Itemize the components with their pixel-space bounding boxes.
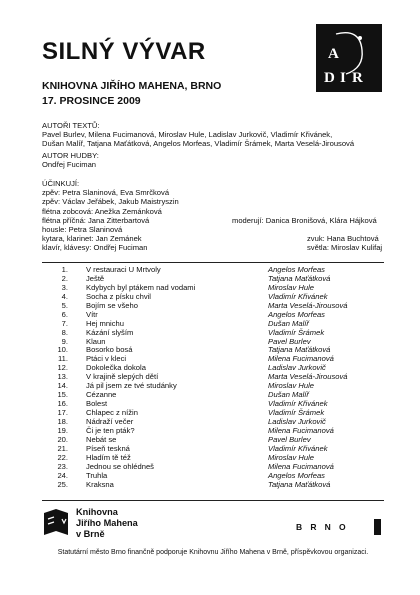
song-title: Či je ten pták?	[86, 425, 135, 435]
cast-list	[42, 188, 392, 270]
song-title: Cézanne	[86, 390, 117, 400]
song-author: Tatjana Maťátková	[268, 345, 331, 355]
song-title: Bosorko bosá	[86, 345, 133, 355]
song-author: Angelos Morfeas	[268, 309, 325, 319]
song-number: 25.	[57, 479, 68, 489]
song-title: Kdybych byl ptákem nad vodami	[86, 282, 196, 292]
song-title: Ještě	[86, 273, 105, 283]
lights-credit: světla: Miroslav Kulifaj	[307, 243, 383, 253]
adir-logo-letter: D	[324, 70, 335, 86]
song-author: Vladimír Křivánek	[268, 443, 328, 453]
page-title: SILNÝ VÝVAR	[42, 38, 206, 65]
song-title: Nebát se	[86, 434, 117, 444]
library-logo-line: v Brně	[76, 529, 105, 539]
song-number: 10.	[57, 345, 68, 355]
song-number: 11.	[58, 354, 68, 364]
song-title: Bojím se všeho	[86, 300, 138, 310]
song-number: 2.	[61, 273, 68, 283]
song-author: Ladislav Jurkovič	[268, 363, 326, 373]
song-author: Milena Fucimanová	[268, 461, 334, 471]
song-author: Angelos Morfeas	[268, 265, 325, 274]
cast-line: flétna zobcová: Anežka Zemánková	[42, 206, 162, 216]
song-number: 13.	[57, 372, 68, 382]
cast-line: klavír, klávesy: Ondřej Fuciman	[42, 243, 148, 253]
song-author: Tatjana Maťátková	[268, 273, 331, 283]
cast-line: zpěv: Petra Slaninová, Eva Smrčková	[42, 188, 170, 198]
song-title: V krajině slepých dětí	[86, 372, 159, 382]
song-author: Tatjana Maťátková	[268, 479, 331, 489]
cast-line: flétna příčná: Jana Zitterbartová	[42, 215, 150, 225]
song-author: Pavel Burlev	[268, 336, 311, 346]
cast-line: zpěv: Václav Jeřábek, Jakub Maistryszin	[42, 197, 179, 207]
song-number: 20.	[57, 434, 68, 444]
adir-logo	[316, 24, 382, 92]
music-section	[42, 151, 392, 169]
adir-logo-letter: I	[340, 70, 346, 86]
song-title: Chlapec z nížin	[86, 408, 138, 417]
song-number: 4.	[61, 291, 68, 301]
song-title: Kraksna	[86, 479, 114, 489]
event-date: 17. PROSINCE 2009	[42, 95, 141, 107]
song-author: Vladimír Šrámek	[268, 408, 325, 417]
song-title: Jednou se ohlédneš	[86, 461, 154, 471]
music-heading: AUTOR HUDBY:	[42, 151, 99, 160]
library-logo-line: Jiřího Mahena	[76, 518, 138, 528]
song-title: Hej mnichu	[86, 318, 124, 328]
song-number: 14.	[57, 381, 68, 391]
music-author: Ondřej Fuciman	[42, 160, 97, 170]
moderation-credit: moderují: Danica Bronišová, Klára Hájková	[232, 215, 377, 225]
song-author: Vladimír Šrámek	[268, 327, 325, 337]
song-author: Milena Fucimanová	[268, 354, 334, 364]
song-title: Píseň teskná	[86, 443, 130, 453]
song-author: Milena Fucimanová	[268, 425, 334, 435]
support-note: Statutární město Brno finančně podporuje Knihovnu Jiřího Mahena v Brně, příspěvkovou organizaci.	[57, 549, 369, 556]
song-author: Miroslav Hule	[268, 381, 314, 391]
brno-logo-bar	[374, 519, 381, 535]
song-title: Klaun	[86, 336, 106, 346]
song-title: Hladím tě též	[86, 452, 131, 462]
song-number: 16.	[57, 399, 68, 409]
song-number: 23.	[57, 461, 68, 471]
song-author: Miroslav Hule	[268, 282, 314, 292]
library-logo-line: Knihovna	[76, 507, 118, 517]
song-author: Angelos Morfeas	[268, 470, 325, 480]
song-title: Ptáci v kleci	[86, 354, 127, 364]
song-row	[42, 481, 384, 490]
song-author: Marta Veselá-Jirousová	[268, 372, 348, 382]
song-number: 12.	[57, 363, 68, 373]
authors-line: Pavel Burlev, Milena Fucimanová, Miroslav Hule, Ladislav Jurkovič, Vladimír Křivánek,	[42, 130, 333, 140]
song-author: Marta Veselá-Jirousová	[268, 300, 348, 310]
song-number: 7.	[61, 318, 68, 328]
song-author: Vladimír Křivánek	[268, 399, 328, 409]
cast-line: kytara, klarinet: Jan Zemánek	[42, 234, 142, 244]
song-number: 9.	[61, 336, 68, 346]
song-number: 21.	[57, 443, 68, 453]
song-author: Ladislav Jurkovič	[268, 416, 326, 426]
divider	[42, 500, 384, 501]
song-number: 18.	[57, 416, 68, 426]
song-number: 5.	[61, 300, 68, 310]
song-title: Truhla	[86, 470, 108, 480]
authors-section	[42, 121, 392, 149]
song-number: 19.	[57, 425, 68, 435]
song-number: 15.	[57, 390, 68, 400]
song-list	[42, 266, 384, 489]
song-title: Vítr	[86, 309, 98, 319]
brno-city-logo	[296, 519, 386, 535]
cast-section	[42, 179, 392, 270]
song-author: Pavel Burlev	[268, 434, 311, 444]
library-logo-icon	[42, 509, 70, 539]
song-title: V restauraci U Mrtvoly	[86, 265, 161, 274]
song-title: Já pil jsem ze tvé studánky	[86, 381, 177, 391]
song-title: Bolest	[86, 399, 108, 409]
cast-line: housle: Petra Slaninová	[42, 225, 123, 234]
song-title: Nádraží večer	[86, 416, 134, 426]
authors-heading: AUTOŘI TEXTŮ:	[42, 121, 100, 130]
song-author: Dušan Malíř	[268, 390, 309, 400]
song-number: 1.	[61, 265, 68, 274]
song-number: 22.	[57, 452, 68, 462]
song-number: 6.	[61, 309, 68, 319]
song-number: 17.	[57, 408, 68, 417]
sound-credit: zvuk: Hana Buchtová	[307, 234, 379, 244]
authors-line: Dušan Malíř, Tatjana Maťátková, Angelos Morfeas, Vladimír Šrámek, Marta Veselá-Jirousová	[42, 139, 355, 149]
song-title: Socha z písku chvil	[86, 291, 151, 301]
adir-logo-letter: A	[328, 46, 339, 62]
song-title: Dokolečka dokola	[86, 363, 146, 373]
song-number: 8.	[61, 327, 68, 337]
adir-logo-letter: R	[352, 70, 363, 86]
brno-logo-text: BRNO	[296, 522, 354, 532]
song-number: 24.	[57, 470, 68, 480]
cast-heading: ÚČINKUJÍ:	[42, 179, 80, 188]
song-author: Miroslav Hule	[268, 452, 314, 462]
library-logo	[42, 507, 182, 545]
organizer-name: KNIHOVNA JIŘÍHO MAHENA, BRNO	[42, 80, 222, 92]
song-author: Vladimír Křivánek	[268, 291, 328, 301]
divider	[42, 262, 384, 263]
song-number: 3.	[61, 282, 68, 292]
song-author: Dušan Malíř	[268, 318, 309, 328]
song-title: Kázání slyším	[86, 327, 134, 337]
